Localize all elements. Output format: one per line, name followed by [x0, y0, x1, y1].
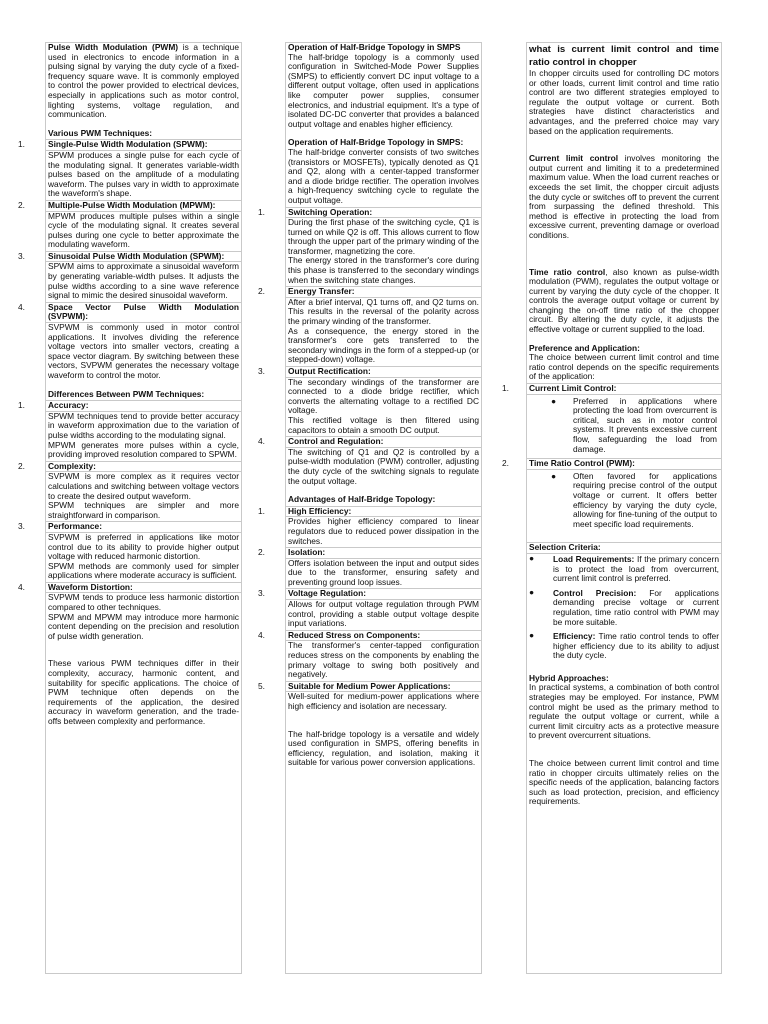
technique-title: Single-Pulse Width Modulation (SPWM):: [48, 139, 208, 150]
technique-title: Sinusoidal Pulse Width Modulation (SPWM):: [48, 250, 225, 261]
advantage-text: Well-suited for medium-power applications where high efficiency and isolation are necessary.: [288, 691, 479, 711]
chopper-conclusion: The choice between current limit control and time ratio in chopper circuits ultimately relies on the specific needs of the application, balancing factors such as load protection, precision, and efficiency requirements.: [529, 758, 719, 807]
criteria-item: [529, 552, 721, 584]
item-number: 4.: [258, 436, 265, 447]
step-text: During the first phase of the switching cycle, Q1 is turned on while Q2 is off. This allows current to flow through the upper part of the primary winding of the transformer, magnetizing the core.: [288, 217, 480, 256]
differences-heading: Differences Between PWM Techniques:: [48, 388, 205, 399]
half-bridge-conclusion: The half-bridge topology is a versatile and widely used configuration in SMPS, offering benefits in efficiency, regulation, and isolation, making it suitable for various power conversion applications.: [288, 728, 479, 768]
preference-title: Current Limit Control:: [529, 383, 617, 394]
preference-text: The choice between current limit control and time ratio control depends on the specific requirements of the application:: [529, 352, 719, 382]
bullet-icon: ●: [529, 552, 535, 563]
pwm-intro-text: is a technique used in electronics to encode information in a pulsing signal by varying the duty cycle of a fixed-frequency square wave. It is commonly employed to control the power provided to electrical devices, especially in applications such as motor control, lighting systems, voltage regulation, and communication.: [48, 42, 239, 120]
item-number: 4.: [18, 581, 25, 592]
item-number: 5.: [258, 680, 265, 691]
preference-bullet: [527, 397, 721, 455]
bullet-icon: ●: [551, 470, 557, 481]
half-bridge-intro: The half-bridge topology is a commonly used configuration in Switched-Mode Power Supplies (SMPS) to efficiently convert DC input voltage to a different output voltage, often used in applications like computer power supplies, consumer electronics, and industrial equipment. It's a type of isolated DC-DC converter that provides a balanced output voltage and enables higher efficiency.: [288, 51, 479, 129]
technique-item: [18, 139, 241, 151]
difference-item: [18, 460, 241, 473]
advantage-title: Isolation:: [288, 547, 326, 558]
technique-item: [18, 250, 241, 263]
criteria-term: Efficiency:: [553, 631, 596, 642]
preference-bullet: [527, 472, 721, 530]
item-number: 3.: [18, 250, 25, 261]
advantage-title: Voltage Regulation:: [288, 588, 367, 599]
item-number: 1.: [502, 383, 509, 394]
current-limit-paragraph: [527, 154, 721, 240]
criteria-text: Time ratio control tends to offer higher efficiency due to its ability to adjust the duty cycle.: [553, 631, 719, 661]
difference-title: Waveform Distortion:: [48, 581, 133, 592]
hybrid-text: In practical systems, a combination of both control strategies may be employed. For instance, PWM control might be used as the primary method to regulate the output voltage or current, while a current limit circuitry acts as a protective measure to prevent overcurrent situations.: [529, 682, 719, 741]
criteria-heading: Selection Criteria:: [527, 542, 721, 554]
advantage-item: [258, 547, 481, 559]
advantages-heading: Advantages of Half-Bridge Topology:: [288, 494, 436, 505]
advantage-item: [258, 588, 481, 600]
advantage-text: The transformer's center-tapped configuration reduces stress on the components by enabling the primary voltage to swing both positively and negatively.: [288, 640, 479, 680]
step-item: [258, 366, 481, 378]
item-number: 2.: [258, 286, 265, 297]
preference-title: Time Ratio Control (PWM):: [529, 458, 635, 469]
preference-item: [502, 458, 721, 470]
difference-item: [18, 581, 241, 594]
step-item: [258, 436, 481, 448]
criteria-term: Load Requirements:: [553, 553, 635, 564]
difference-title: Performance:: [48, 521, 102, 532]
advantage-item: [258, 680, 481, 693]
difference-title: Accuracy:: [48, 400, 89, 411]
bullet-icon: ●: [551, 395, 557, 406]
current-limit-term: Current limit control: [529, 153, 619, 164]
item-number: 2.: [18, 460, 25, 471]
techniques-heading: Various PWM Techniques:: [48, 127, 153, 138]
column-half-bridge: [258, 42, 482, 974]
difference-text: SVPWM tends to produce less harmonic distortion compared to other techniques.: [48, 592, 239, 613]
criteria-text: For applications demanding precise voltage or current regulation, time ratio control with PWM may be more suitable.: [553, 587, 719, 627]
item-number: 2.: [502, 458, 509, 469]
technique-text: SVPWM is commonly used in motor control applications. It involves dividing the reference voltage vectors into smaller vectors, creating a space vector diagram. By switching between these vectors, SVPWM generates the necessary voltage waveform to control the motor.: [48, 322, 239, 380]
step-text: The secondary windings of the transformer are connected to a diode bridge rectifier, which converts the alternating voltage to a rectified DC voltage.: [288, 376, 479, 416]
bullet-text: Often favored for applications requiring precise control of the output voltage or current. It offers better efficiency by varying the duty cycle, allowing for fine-tuning of the output to meet specific load requirements.: [573, 470, 717, 529]
step-text: The energy stored in the transformer's core during this phase is transferred to the secondary windings when the switching state changes.: [288, 255, 479, 285]
item-number: 1.: [258, 206, 265, 217]
difference-text: SPWM and MPWM may introduce more harmonic content depending on the precision and resolution of pulse width generation.: [48, 611, 239, 641]
advantage-text: Provides higher efficiency compared to linear regulators due to reduced power dissipation in the switches.: [288, 516, 479, 546]
technique-title: Multiple-Pulse Width Modulation (MPWM):: [48, 199, 216, 210]
difference-text: SVPWM is preferred in applications like motor control due to its ability to provide higher output voltage with reduced harmonic distortion.: [48, 531, 239, 562]
chopper-heading: what is current limit control and time ratio control in chopper: [529, 44, 719, 68]
operation-heading: Operation of Half-Bridge Topology in SMPS:: [288, 137, 464, 148]
time-ratio-term: Time ratio control: [529, 266, 606, 277]
criteria-list: [527, 554, 721, 661]
advantage-title: Suitable for Medium Power Applications:: [288, 680, 451, 691]
chopper-intro: In chopper circuits used for controlling DC motors or other loads, current limit control and time ratio control are two different strategies employed to regulate the output voltage or current. Both strategies have distinct characteristics and advantages, and the preferred choice may vary based on the application requirements.: [529, 68, 719, 136]
column-chopper-control: [502, 42, 722, 974]
criteria-item: [529, 630, 721, 661]
technique-text: SPWM aims to approximate a sinusoidal waveform by generating variable-width pulses. It adjusts the pulse widths according to a sine wave reference signal to mimic the desired sinusoidal waveform.: [48, 261, 239, 301]
item-number: 2.: [258, 547, 265, 558]
item-number: 1.: [18, 400, 25, 411]
advantage-title: Reduced Stress on Components:: [288, 629, 421, 640]
preference-heading: Preference and Application:: [529, 342, 640, 353]
step-item: [258, 286, 481, 298]
step-text: This rectified voltage is then filtered using capacitors to obtain a smooth DC output.: [288, 414, 479, 435]
advantage-text: Offers isolation between the input and output sides due to the transformer, ensuring safety and preventing ground loop issues.: [288, 557, 479, 587]
pwm-term: Pulse Width Modulation (PWM): [48, 42, 179, 52]
bullet-icon: ●: [529, 586, 535, 597]
advantage-title: High Efficiency:: [288, 505, 352, 516]
criteria-text: If the primary concern is to protect the load from overcurrent, current limit control is preferred.: [553, 553, 719, 584]
time-ratio-paragraph: [527, 268, 721, 335]
pwm-intro: [46, 43, 241, 120]
hybrid-heading: Hybrid Approaches:: [529, 672, 609, 683]
current-limit-text: involves monitoring the output current and limiting it to a predetermined maximum value. When the load current reaches or exceeds the set limit, the chopper circuit adjusts the duty cycle or switches off to prevent the current from surpassing the defined threshold. This method is effective in protecting the load from excessive current, preventing damage or overload conditions.: [529, 153, 720, 240]
item-number: 1.: [18, 139, 25, 150]
technique-item: [18, 199, 241, 212]
step-title: Switching Operation:: [288, 206, 373, 217]
step-item: [258, 206, 481, 219]
difference-text: SVPWM is more complex as it requires vector calculations and switching between voltage vectors to create the desired output waveform.: [48, 471, 239, 501]
difference-text: SPWM techniques tend to provide better accuracy in waveform approximation due to the variation of pulse widths according to the modulating signal.: [48, 410, 239, 440]
technique-title: Space Vector Pulse Width Modulation (SVPWM):: [48, 301, 239, 322]
difference-item: [18, 521, 241, 533]
step-title: Output Rectification:: [288, 366, 371, 376]
technique-text: SPWM produces a single pulse for each cycle of the modulating signal. It generates variable-width pulses based on the amplitude of a modulating waveform. The pulses vary in width to approximate the waveform's shape.: [48, 149, 239, 199]
bullet-text: Preferred in applications where protecting the load from overcurrent is critical, such as in motor control systems. It prevents excessive current flow, safeguarding the load from damage.: [573, 395, 717, 454]
advantage-item: [258, 505, 481, 518]
bullet-icon: ●: [529, 630, 535, 641]
technique-item: [18, 301, 241, 323]
step-text: After a brief interval, Q1 turns off, and Q2 turns on. This results in the reversal of the polarity across the primary winding of the transformer.: [288, 296, 479, 327]
step-text: As a consequence, the energy stored in the transformer's core gets transferred to the secondary windings in the form of a stepped-up (or stepped-down) voltage.: [288, 325, 479, 365]
difference-text: MPWM generates more pulses within a cycle, providing improved resolution compared to SPWM.: [48, 439, 239, 460]
item-number: 2.: [18, 199, 25, 210]
difference-text: SPWM methods are commonly used for simpler applications where moderate accuracy is sufficient.: [48, 560, 239, 581]
advantage-item: [258, 629, 481, 642]
technique-text: MPWM produces multiple pulses within a single cycle of the modulating signal. It creates several pulses during one cycle to better approximate the modulating waveform.: [48, 210, 239, 250]
preference-item: [502, 383, 721, 395]
step-title: Control and Regulation:: [288, 436, 384, 447]
time-ratio-text: , also known as pulse-width modulation (PWM), regulates the output voltage or current by varying the duty cycle of the chopper. It controls the average output voltage or current by changing the on-off time ratio of the chopper circuit. By altering the duty cycle, it adjusts the effective voltage or current supplied to the load.: [529, 266, 719, 335]
step-title: Energy Transfer:: [288, 286, 355, 297]
advantage-text: Allows for output voltage regulation through PWM control, providing a stable output voltage despite input variations.: [288, 599, 479, 629]
item-number: 3.: [18, 521, 25, 532]
operation-intro: The half-bridge converter consists of two switches (transistors or MOSFETs), typically denoted as Q1 and Q2, along with a center-tapped transformer and a diode bridge rectifier. The operation involves a high-frequency switching cycle to regulate the output voltage.: [288, 146, 479, 205]
item-number: 3.: [258, 588, 265, 599]
item-number: 4.: [258, 629, 265, 640]
criteria-term: Control Precision:: [553, 587, 637, 598]
half-bridge-heading: Operation of Half-Bridge Topology in SMPS: [288, 42, 461, 52]
criteria-item: [529, 586, 721, 627]
difference-text: SPWM techniques are simpler and more straightforward in comparison.: [48, 500, 239, 520]
pwm-conclusion: These various PWM techniques differ in their complexity, accuracy, harmonic content, and suitability for specific applications. The choice of PWM technique often depends on the requirements of the application, the desired accuracy in waveform generation, and the trade-offs between complexity and performance.: [48, 658, 239, 726]
step-text: The switching of Q1 and Q2 is controlled by a pulse-width modulation (PWM) controller, adjusting the duty cycle of the switching signals to regulate the output voltage.: [288, 446, 479, 486]
difference-item: [18, 400, 241, 412]
difference-title: Complexity:: [48, 460, 96, 471]
item-number: 1.: [258, 505, 265, 516]
item-number: 4.: [18, 301, 25, 312]
column-pwm: [18, 42, 242, 974]
item-number: 3.: [258, 366, 265, 376]
